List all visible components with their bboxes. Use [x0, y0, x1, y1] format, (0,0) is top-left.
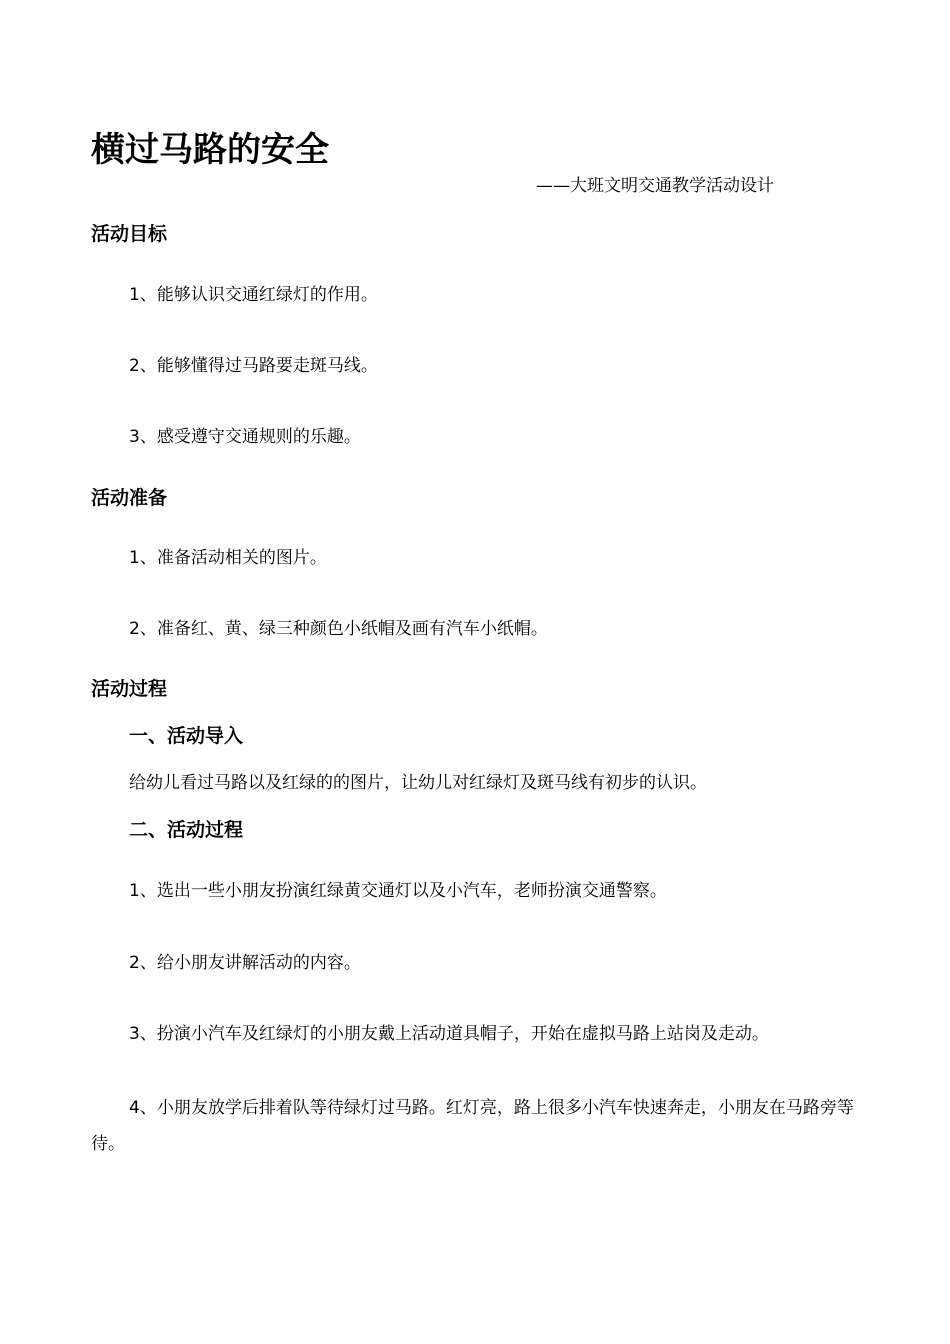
process-item: 1、选出一些小朋友扮演红绿黄交通灯以及小汽车，老师扮演交通警察。 [129, 881, 667, 901]
preparation-item: 1、准备活动相关的图片。 [129, 548, 327, 568]
subsection-heading-process: 二、活动过程 [129, 819, 244, 841]
document-subtitle: ——大班文明交通教学活动设计 [536, 176, 774, 196]
section-heading-goals: 活动目标 [91, 223, 168, 245]
document-title: 横过马路的安全 [91, 130, 329, 170]
process-item: 2、给小朋友讲解活动的内容。 [129, 953, 361, 973]
preparation-item: 2、准备红、黄、绿三种颜色小纸帽及画有汽车小纸帽。 [129, 619, 548, 639]
subsection-heading-intro: 一、活动导入 [129, 725, 244, 747]
goal-item: 1、能够认识交通红绿灯的作用。 [129, 285, 378, 305]
goal-item: 2、能够懂得过马路要走斑马线。 [129, 356, 378, 376]
process-item-wrapped: 4、小朋友放学后排着队等待绿灯过马路。红灯亮，路上很多小汽车快速奔走，小朋友在马路旁等待。 [91, 1098, 854, 1154]
process-item: 3、扮演小汽车及红绿灯的小朋友戴上活动道具帽子，开始在虚拟马路上站岗及走动。 [129, 1024, 769, 1044]
section-heading-preparation: 活动准备 [91, 487, 168, 509]
section-heading-process: 活动过程 [91, 678, 168, 700]
goal-item: 3、感受遵守交通规则的乐趣。 [129, 427, 361, 447]
intro-paragraph: 给幼儿看过马路以及红绿的的图片，让幼儿对红绿灯及斑马线有初步的认识。 [129, 773, 707, 793]
